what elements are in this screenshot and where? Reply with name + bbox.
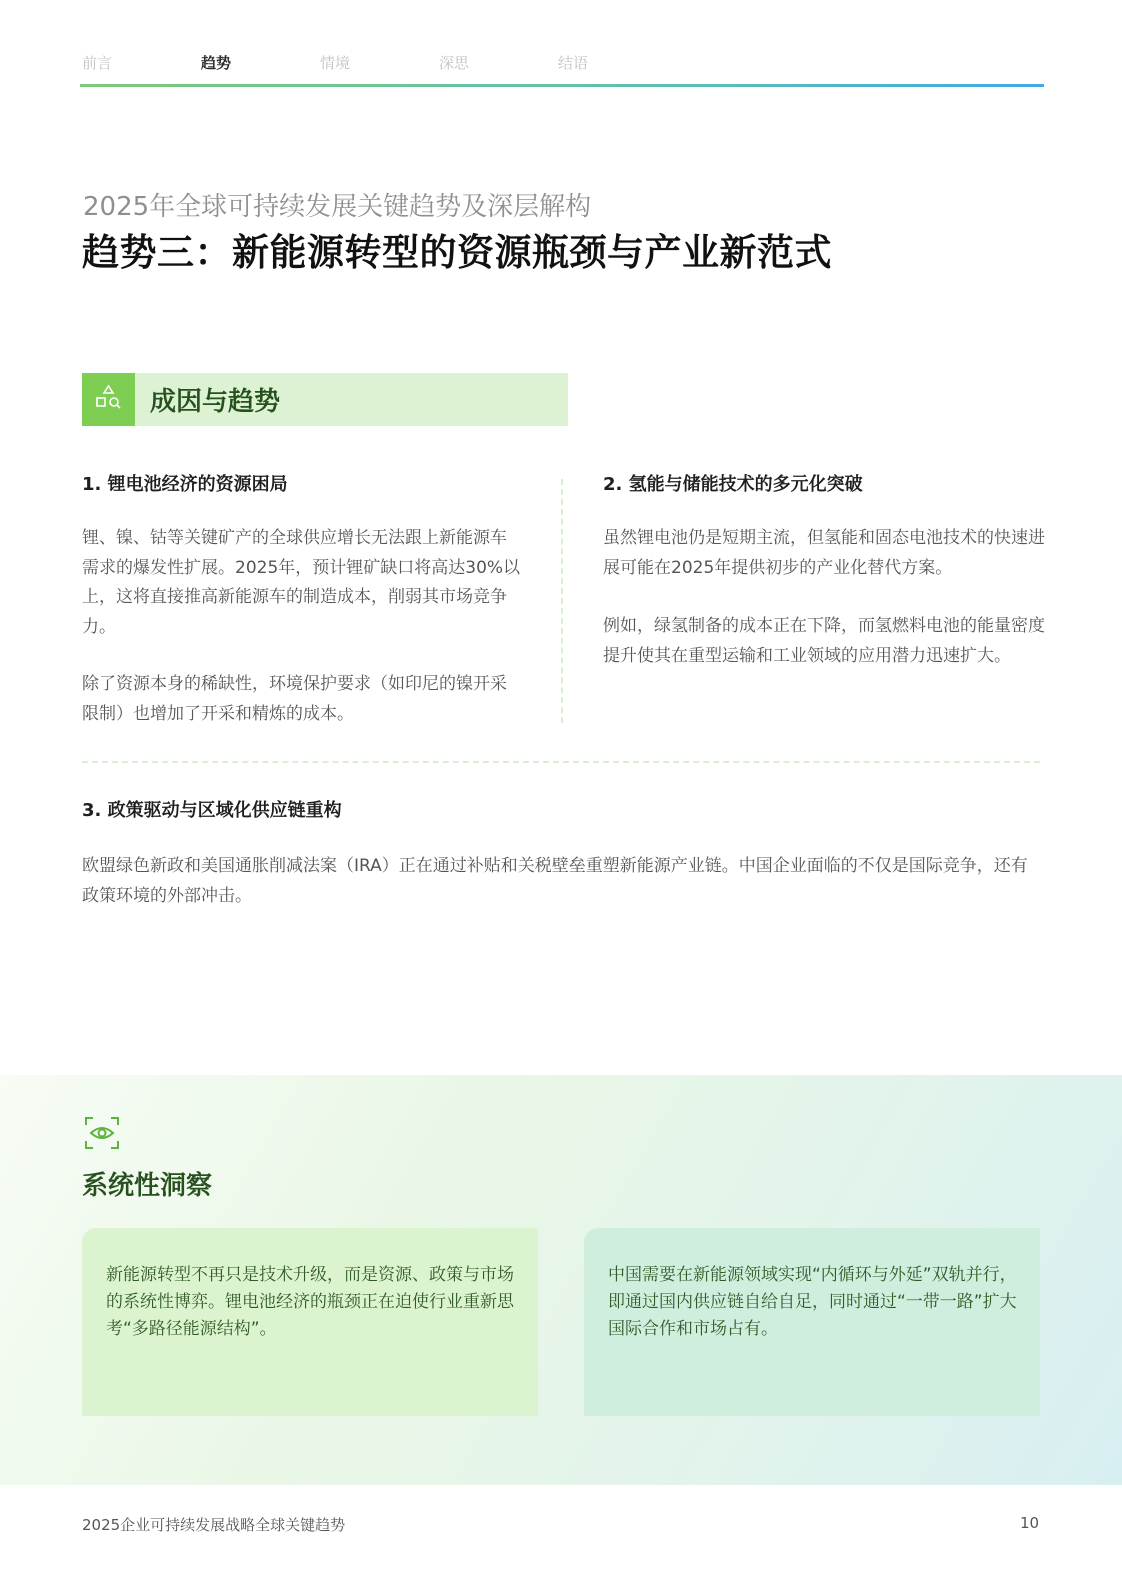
column1-paragraph1: 锂、镍、钴等关键矿产的全球供应增长无法跟上新能源车需求的爆发性扩展。2025年，预计锂矿缺口将高达30%以上，这将直接推高新能源车的制造成本，削弱其市场竞争力。 [82, 528, 521, 637]
top-nav [82, 52, 1044, 72]
nav-item-reflection[interactable]: 深思 [439, 54, 470, 72]
nav-item-conclusion[interactable]: 结语 [558, 54, 589, 72]
nav-divider [80, 84, 1044, 87]
page-title: 趋势三：新能源转型的资源瓶颈与产业新范式 [82, 231, 832, 274]
section3-title: 3. 政策驱动与区域化供应链重构 [82, 800, 342, 821]
insight-card-right-text: 中国需要在新能源领域实现“内循环与外延”双轨并行，即通过国内供应链自给自足，同时通过“一带一路”扩大国际合作和市场占有。 [608, 1265, 1017, 1339]
section-divider [82, 761, 1040, 763]
shapes-search-icon [82, 373, 135, 426]
eye-scan-icon [84, 1115, 120, 1151]
page-number: 10 [1020, 1514, 1040, 1532]
column2-paragraph1: 虽然锂电池仍是短期主流，但氢能和固态电池技术的快速进展可能在2025年提供初步的产业化替代方案。 [603, 528, 1045, 578]
insight-title: 系统性洞察 [82, 1171, 213, 1201]
column2-paragraph2: 例如，绿氢制备的成本正在下降，而氢燃料电池的能量密度提升使其在重型运输和工业领域的应用潜力迅速扩大。 [603, 616, 1045, 666]
insight-card-left-text: 新能源转型不再只是技术升级，而是资源、政策与市场的系统性博弈。锂电池经济的瓶颈正在迫使行业重新思考“多路径能源结构”。 [106, 1265, 514, 1339]
insight-card-right [584, 1228, 1040, 1416]
section3-paragraph: 欧盟绿色新政和美国通胀削减法案（IRA）正在通过补贴和关税壁垒重塑新能源产业链。中国企业面临的不仅是国际竞争，还有政策环境的外部冲击。 [82, 856, 1028, 906]
column1-title: 1. 锂电池经济的资源困局 [82, 474, 288, 495]
nav-item-preface[interactable]: 前言 [82, 54, 113, 72]
column1-paragraph2: 除了资源本身的稀缺性，环境保护要求（如印尼的镍开采限制）也增加了开采和精炼的成本。 [82, 674, 507, 724]
insight-card-left [82, 1228, 538, 1416]
column2-title: 2. 氢能与储能技术的多元化突破 [603, 474, 863, 495]
section-banner [82, 373, 568, 426]
nav-item-scenarios[interactable]: 情境 [320, 54, 351, 72]
column-divider [561, 479, 563, 723]
section-label: 成因与趋势 [150, 387, 281, 417]
nav-item-trends[interactable]: 趋势 [201, 54, 232, 72]
page-subtitle: 2025年全球可持续发展关键趋势及深层解构 [83, 192, 592, 222]
footer-title: 2025企业可持续发展战略全球关键趋势 [82, 1516, 346, 1534]
